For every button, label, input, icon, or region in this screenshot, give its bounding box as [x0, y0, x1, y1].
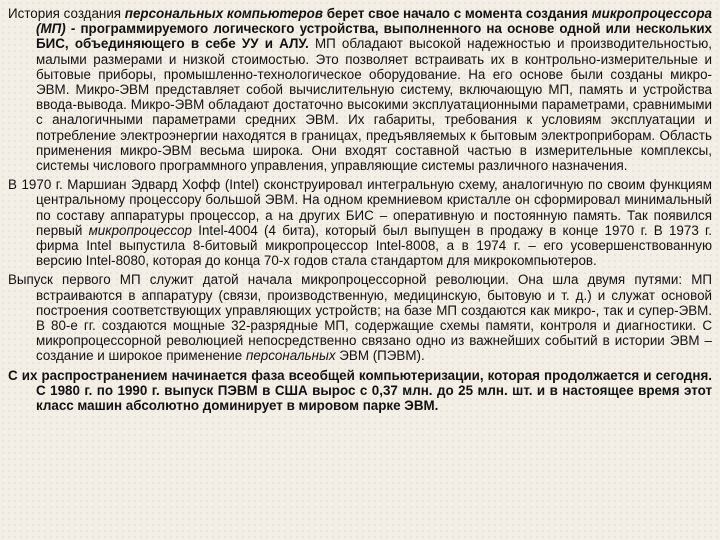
term-personal-computers: персональных компьютеров	[124, 6, 323, 21]
term-microprocessor-italic: микропроцессор	[88, 222, 192, 238]
text-span: В 1970 г. Маршиан Эдвард Хофф (Intel) сконструировал интегральную схему, аналогичную по своим функциям центральному процессору большой ЭВМ. На одном кремниевом кристалле он сформировал минимальный по составу аппаратуры процессор, а на других БИС – оперативную и постоянную память. Так появился первый	[8, 177, 712, 238]
text-span-bold: берет свое начало с момента создания	[322, 6, 592, 21]
paragraph-history	[8, 6, 712, 173]
paragraph-revolution	[8, 272, 712, 363]
text-span: ЭВМ (ПЭВМ).	[335, 348, 425, 364]
paragraph-computerization: С их распространением начинается фаза всеобщей компьютеризации, которая продолжается и сегодня. С 1980 г. по 1990 г. выпуск ПЭВМ в США вырос с 0,37 млн. до 25 млн. шт. и в настоящее время этот класс машин абсолютно доминирует в мировом парке ЭВМ.	[8, 367, 712, 414]
term-personal-italic: персональных	[245, 348, 336, 364]
text-span: Intel-4004 (4 бита), который был выпущен в продажу в конце 1970 г. В 1973 г. фирма Intel выпустила 8-битовый микропроцессор Intel-8008, а в 1974 г. – его усовершенствованную версию Intel-8080, которая до конца 70-х годов стала стандартом для микрокомпьютеров.	[36, 222, 712, 269]
text-span-bold: - программируемого логического устройства, выполненного на основе одной или нескольких БИС, объединяющего в себе УУ и АЛУ.	[36, 21, 712, 52]
term-microprocessor: микропроцессора (МП)	[36, 6, 712, 37]
text-span: Выпуск первого МП служит датой начала микропроцессорной революции. Она шла двумя путями: МП встраиваются в аппаратуру (связи, производственную, медицинскую, бытовую и т. д.) и служат основой построения соответствующих управляющих устройств; на базе МП создаются как микро-, так и супер-ЭВМ. В 80-е гг. создаются мощные 32-разрядные МП, содержащие схемы памяти, контроля и диагностики. С микропроцессорной революцией непосредственно связано одно из важнейших событий в истории ЭВМ – создание и широкое применение	[8, 272, 712, 364]
text-span: История создания	[8, 6, 125, 21]
paragraph-intel	[8, 177, 712, 268]
text-body	[8, 6, 712, 417]
text-span: МП обладают высокой надежностью и производительностью, малыми размерами и низкой стоимостью. Это позволяет встраивать их в контрольно-измерительные и бытовые приборы, промышленно-технологическое оборудование. На его основе были созданы микро-ЭВМ. Микро-ЭВМ представляет собой вычислительную систему, включающую МП, память и устройства ввода-вывода. Микро-ЭВМ обладают достаточно высокими эксплуатационными параметрами, сравнимыми с аналогичными параметрами средних ЭВМ. Их габариты, требования к условиям эксплуатации и потребление электроэнергии находятся в границах, предъявляемых к бытовым электроприборам. Область применения микро-ЭВМ весьма широка. Они входят составной частью в измерительные комплексы, системы числового программного управления, управляющие системы различного назначения.	[36, 36, 712, 174]
